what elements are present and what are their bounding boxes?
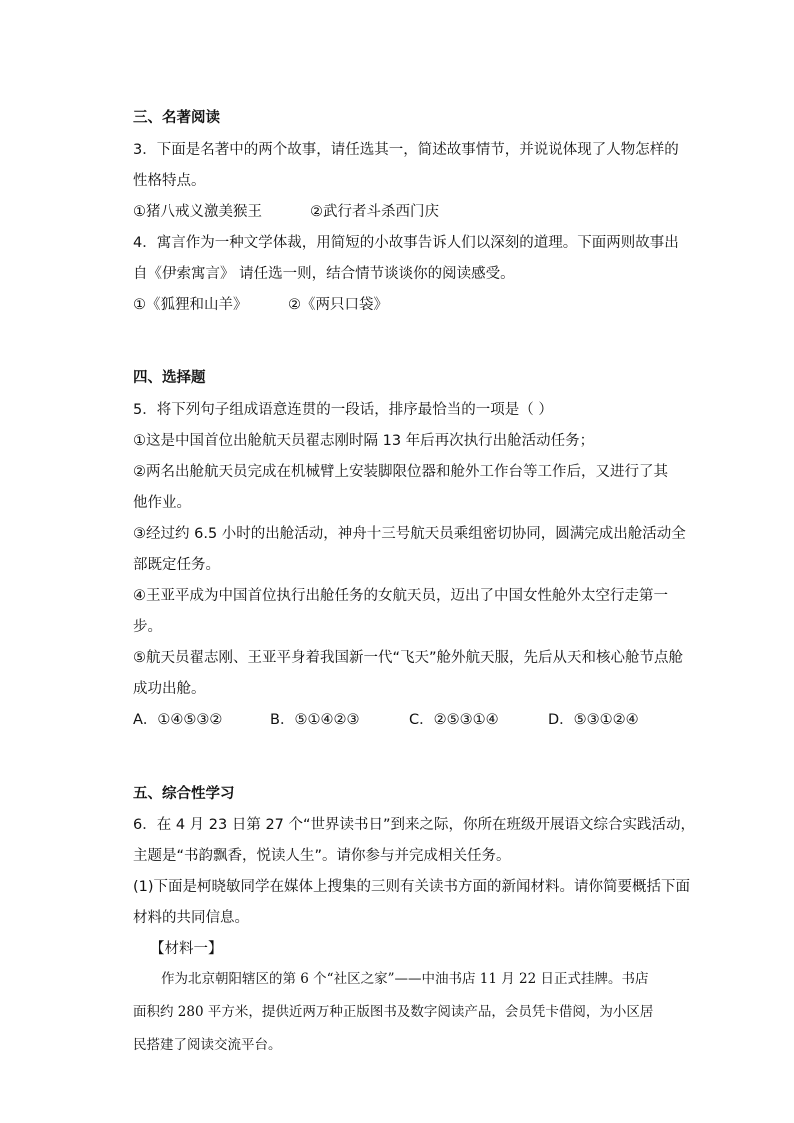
question-3-options — [133, 202, 439, 222]
material-1-title: 【材料一】 — [150, 941, 223, 957]
section-heading-multiple-choice: 四、选择题 — [133, 370, 206, 386]
question-4-text-cont: 自《伊索寓言》 请任选一则，结合情节谈谈你的阅读感受。 — [133, 266, 515, 282]
question-3-option-2: ②武行者斗杀西门庆 — [310, 204, 439, 220]
question-4-option-2: ②《两只口袋》 — [288, 297, 388, 313]
question-6-text-cont: 主题是“书韵飘香，悦读人生”。请你参与并完成相关任务。 — [133, 848, 511, 864]
question-4-options — [133, 295, 388, 315]
section-heading-comprehensive-learning: 五、综合性学习 — [133, 786, 235, 802]
sentence-4-cont: 步。 — [133, 619, 162, 635]
material-1-line-3: 民搭建了阅读交流平台。 — [133, 1037, 282, 1053]
sentence-3: ③经过约 6.5 小时的出舱活动，神舟十三号航天员乘组密切协同，圆满完成出舱活动全 — [133, 526, 686, 542]
question-3-text: 3．下面是名著中的两个故事，请任选其一，简述故事情节，并说说体现了人物怎样的 — [133, 142, 679, 158]
material-1-line-1: 作为北京朝阳辖区的第 6 个“社区之家”——中油书店 11 月 22 日正式挂牌。书店 — [161, 971, 649, 987]
choice-c: C．②⑤③①④ — [409, 712, 499, 728]
question-4-option-1: ①《狐狸和山羊》 — [133, 297, 248, 313]
sentence-5: ⑤航天员翟志刚、王亚平身着我国新一代“飞天”舱外航天服，先后从天和核心舱节点舱 — [133, 650, 684, 666]
question-5-stem: 5．将下列句子组成语意连贯的一段话，排序最恰当的一项是（ ） — [133, 402, 553, 418]
question-3-option-1: ①猪八戒义激美猴王 — [133, 204, 262, 220]
sentence-3-cont: 部既定任务。 — [133, 557, 220, 573]
choice-a: A．①④⑤③② — [133, 712, 223, 728]
question-6-text: 6．在 4 月 23 日第 27 个“世界读书日”到来之际，你所在班级开展语文综合实践活动， — [133, 817, 696, 833]
question-3-text-cont: 性格特点。 — [133, 173, 206, 189]
sentence-5-cont: 成功出舱。 — [133, 681, 206, 697]
material-1-line-2: 面积约 280 平方米，提供近两万种正版图书及数字阅读产品，会员凭卡借阅，为小区居 — [133, 1004, 654, 1020]
choice-d: D．⑤③①②④ — [548, 712, 639, 728]
sentence-2: ②两名出舱航天员完成在机械臂上安装脚限位器和舱外工作台等工作后，又进行了其 — [133, 464, 668, 480]
sub-question-1: (1)下面是柯晓敏同学在媒体上搜集的三则有关读书方面的新闻材料。请你简要概括下面 — [133, 879, 691, 895]
section-heading-famous-books: 三、名著阅读 — [133, 110, 220, 126]
sentence-2-cont: 他作业。 — [133, 495, 191, 511]
sub-question-1-cont: 材料的共同信息。 — [133, 910, 249, 926]
sentence-1: ①这是中国首位出舱航天员翟志刚时隔 13 年后再次执行出舱活动任务； — [133, 433, 595, 449]
choice-b: B．⑤①④②③ — [270, 712, 360, 728]
question-5-choices — [133, 710, 639, 730]
question-4-text: 4．寓言作为一种文学体裁，用简短的小故事告诉人们以深刻的道理。下面两则故事出 — [133, 235, 679, 251]
sentence-4: ④王亚平成为中国首位执行出舱任务的女航天员，迈出了中国女性舱外太空行走第一 — [133, 588, 668, 604]
